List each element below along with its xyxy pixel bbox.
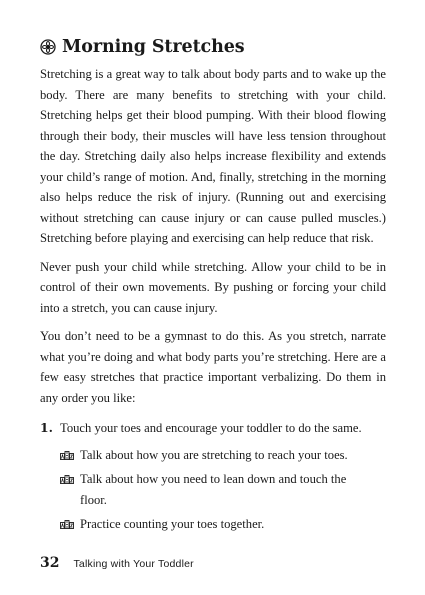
tip-text: Practice counting your toes together. <box>80 517 265 531</box>
running-head: Talking with Your Toddler <box>73 558 194 570</box>
stretch-steps-list <box>40 418 386 539</box>
page-footer <box>40 555 194 571</box>
step-tips-list <box>60 445 386 535</box>
abc-blocks-icon <box>60 514 80 535</box>
tip-text: Talk about how you need to lean down and touch the floor. <box>80 472 347 507</box>
page-content <box>40 36 386 539</box>
paragraph-intro-steps: You don’t need to be a gymnast to do this. As you stretch, narrate what you’re doing and what body parts you’re stretching. Here are a few easy stretches that practice important verbalizing. Do them in any order you like: <box>40 329 386 405</box>
paragraph-benefits: Stretching is a great way to talk about body parts and to wake up the body. There are many benefits to stretching with your child. Stretching helps get their blood pumping. With their blood flowing through their body, their muscles will have less tension throughout the day. Stretching daily also helps increase flexibility and extends your child’s range of motion. And, finally, stretching in the morning also helps reduce the risk of injury. (Running out and exercising without stretching can cause injury or can cause pulled muscles.) Stretching before playing and exercising can help reduce that risk. <box>40 67 386 245</box>
paragraph-caution: Never push your child while stretching. Allow your child to be in control of their own movements. By pushing or forcing your child into a stretch, you can cause injury. <box>40 259 386 315</box>
section-title: Morning Stretches <box>62 37 245 57</box>
step-number: 1. <box>40 420 53 435</box>
flower-ornament-icon <box>40 39 56 55</box>
abc-blocks-icon <box>60 469 80 510</box>
tip-text: Talk about how you are stretching to reach your toes. <box>80 447 348 462</box>
list-item <box>60 469 386 510</box>
section-heading <box>40 36 386 58</box>
step-text: Touch your toes and encourage your toddler to do the same. <box>60 421 362 435</box>
list-item <box>60 445 386 466</box>
list-item <box>60 514 386 535</box>
list-item <box>40 418 386 539</box>
abc-blocks-icon <box>60 445 80 466</box>
page-number: 32 <box>40 555 60 571</box>
